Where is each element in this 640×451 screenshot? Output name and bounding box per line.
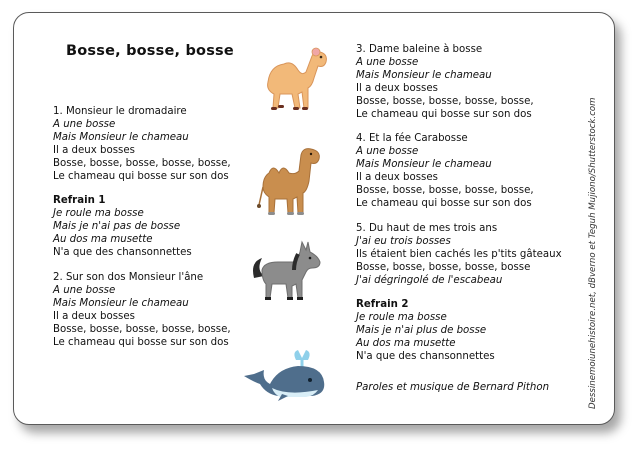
lyric-line: Il a deux bosses (356, 172, 438, 184)
stanza-4 (356, 133, 562, 210)
illustration-credit: Dessinemoiunehistoire.net, dBverno et Teguh Mujiono/Shutterstock.com (588, 97, 598, 409)
lyric-line: Le chameau qui bosse sur son dos (53, 170, 229, 182)
lyric-line: Bosse, bosse, bosse, bosse, bosse, (53, 157, 231, 169)
lyric-line: A une bosse (53, 284, 116, 296)
stanza-5 (356, 223, 562, 288)
lyric-line: Le chameau qui bosse sur son dos (53, 336, 229, 348)
left-lyrics-column (53, 106, 231, 361)
stanza-1 (53, 106, 231, 183)
lyric-line: Mais Monsieur le chameau (53, 131, 189, 143)
lyric-line: Il a deux bosses (53, 144, 135, 156)
lyric-line: Le chameau qui bosse sur son dos (356, 197, 532, 209)
lyric-line: 3. Dame baleine à bosse (356, 44, 483, 55)
donkey-illustration (250, 240, 326, 306)
lyric-line: Mais Monsieur le chameau (356, 159, 492, 171)
lyric-line: Bosse, bosse, bosse, bosse, bosse (356, 261, 531, 273)
right-lyrics-column (356, 44, 562, 395)
refrain-heading: Refrain 1 (53, 195, 106, 207)
lyric-line: Je roule ma bosse (356, 312, 447, 324)
lyric-line: N'a que des chansonnettes (356, 351, 495, 363)
lyrics-credit: Paroles et musique de Bernard Pithon (356, 381, 550, 393)
lyric-line: 1. Monsieur le dromadaire (53, 106, 187, 117)
lyric-line: Au dos ma musette (356, 338, 456, 350)
whale-illustration (242, 346, 328, 402)
lyric-line: Mais je n'ai plus de bosse (356, 325, 487, 337)
lyric-line: Je roule ma bosse (53, 208, 144, 220)
lyric-line: J'ai eu trois bosses (356, 235, 451, 247)
refrain-2 (356, 299, 562, 364)
dromedary-illustration (258, 42, 330, 118)
lyric-line: J'ai dégringolé de l'escabeau (356, 274, 503, 286)
lyric-line: 2. Sur son dos Monsieur l'âne (53, 271, 204, 283)
lyric-line: Bosse, bosse, bosse, bosse, bosse, (356, 95, 534, 107)
lyric-line: A une bosse (356, 56, 419, 68)
lyric-line: Mais Monsieur le chameau (53, 297, 189, 309)
lyric-line: A une bosse (53, 118, 116, 130)
lyric-line: 4. Et la fée Carabosse (356, 133, 468, 145)
stanza-2 (53, 272, 231, 349)
lyric-line: Bosse, bosse, bosse, bosse, bosse, (53, 323, 231, 335)
lyric-line: Ils étaient bien cachés les p'tits gâteaux (356, 248, 562, 260)
refrain-heading: Refrain 2 (356, 299, 409, 311)
lyric-line: A une bosse (356, 146, 419, 158)
lyric-line: N'a que des chansonnettes (53, 247, 192, 259)
camel-illustration (255, 143, 325, 221)
song-title: Bosse, bosse, bosse (66, 43, 234, 59)
lyric-line: 5. Du haut de mes trois ans (356, 222, 498, 234)
lyric-line: Mais Monsieur le chameau (356, 69, 492, 81)
lyric-line: Il a deux bosses (356, 82, 438, 94)
refrain-1 (53, 195, 231, 260)
lyric-line: Mais je n'ai pas de bosse (53, 221, 181, 233)
lyric-line: Il a deux bosses (53, 310, 135, 322)
lyric-line: Le chameau qui bosse sur son dos (356, 108, 532, 120)
lyric-line: Bosse, bosse, bosse, bosse, bosse, (356, 185, 534, 197)
stanza-3 (356, 44, 562, 121)
lyric-line: Au dos ma musette (53, 234, 153, 246)
